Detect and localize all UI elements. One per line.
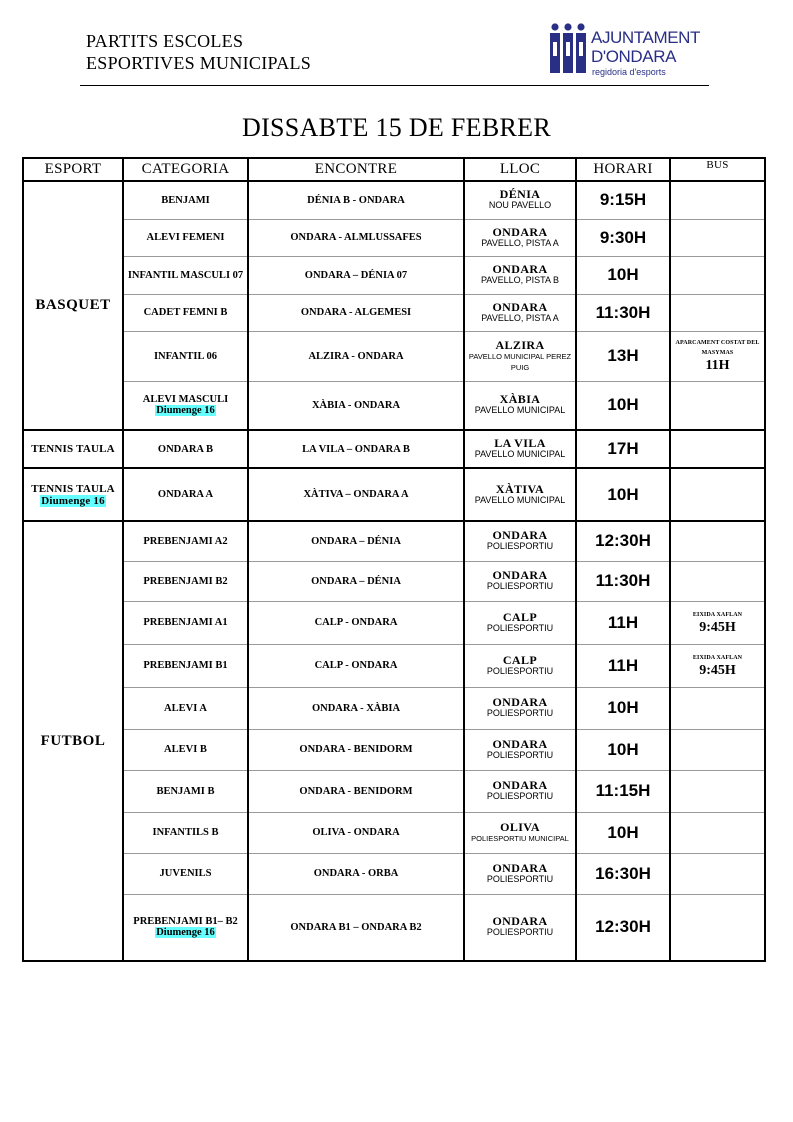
- place-city: DÉNIA: [499, 187, 541, 202]
- category-cell: PREBENJAMI B2: [123, 561, 248, 601]
- time-cell: 11:30H: [576, 561, 670, 601]
- place-city: ONDARA: [492, 528, 548, 543]
- table-row: [23, 812, 765, 853]
- bus-cell: [670, 430, 765, 468]
- place-venue: POLIESPORTIU: [486, 581, 554, 591]
- place-city: ONDARA: [492, 695, 548, 709]
- place-venue: POLIESPORTIU: [486, 708, 554, 718]
- bus-cell: [670, 561, 765, 601]
- bus-cell: [670, 770, 765, 812]
- match-cell: ONDARA - XÀBIA: [248, 687, 464, 729]
- bus-cell: [670, 644, 765, 687]
- sport-cell-basquet: BASQUET: [23, 181, 123, 430]
- place-city: XÀBIA: [499, 392, 541, 407]
- match-cell: ONDARA - ORBA: [248, 853, 464, 894]
- time-cell: 10H: [576, 812, 670, 853]
- match-cell: ONDARA B1 – ONDARA B2: [248, 894, 464, 961]
- place-cell: [464, 521, 576, 561]
- header-divider: [80, 85, 709, 86]
- bus-cell: [670, 894, 765, 961]
- time-cell: 10H: [576, 687, 670, 729]
- match-cell: ONDARA - ALMLUSSAFES: [248, 219, 464, 256]
- category-cell: INFANTIL 06: [123, 331, 248, 381]
- place-city: OLIVA: [500, 819, 540, 834]
- bus-time: 9:45H: [699, 619, 736, 635]
- place-city: ONDARA: [492, 860, 548, 875]
- bus-cell: [670, 687, 765, 729]
- logo-subtitle: regidoria d'esports: [592, 67, 666, 77]
- place-cell: [464, 181, 576, 219]
- bus-cell: [670, 729, 765, 770]
- place-city: ALZIRA: [495, 337, 545, 352]
- bus-cell: [670, 468, 765, 521]
- column-header-sport: ESPORT: [23, 158, 123, 181]
- place-venue: PAVELLO MUNICIPAL: [474, 449, 566, 459]
- bus-cell: [670, 294, 765, 331]
- place-venue: PAVELLO MUNICIPAL: [474, 405, 566, 416]
- logo-name-line-2: D'ONDARA: [591, 47, 677, 66]
- sport-name: TENNIS TAULA: [31, 482, 115, 495]
- sport-cell-tennis-sunday: [23, 468, 123, 521]
- schedule-table: [22, 157, 766, 962]
- time-cell: 13H: [576, 331, 670, 381]
- table-row: [23, 256, 765, 294]
- place-city: ONDARA: [492, 568, 548, 582]
- time-cell: 10H: [576, 729, 670, 770]
- category-cell: BENJAMI: [123, 181, 248, 219]
- time-cell: 12:30H: [576, 521, 670, 561]
- match-cell: ONDARA – DÉNIA: [248, 521, 464, 561]
- sunday-badge: Diumenge 16: [156, 405, 215, 417]
- place-city: LA VILA: [494, 436, 546, 450]
- column-header-bus: BUS: [670, 158, 765, 181]
- match-cell: CALP - ONDARA: [248, 644, 464, 687]
- bus-cell: [670, 381, 765, 430]
- bus-cell: [670, 853, 765, 894]
- table-row: [23, 729, 765, 770]
- document-header: [86, 30, 311, 74]
- place-cell: [464, 331, 576, 381]
- bus-cell: [670, 219, 765, 256]
- place-venue: POLIESPORTIU: [486, 873, 554, 884]
- place-cell: [464, 644, 576, 687]
- category-cell: CADET FEMNI B: [123, 294, 248, 331]
- place-cell: [464, 770, 576, 812]
- table-row: [23, 644, 765, 687]
- column-header-time: HORARI: [576, 158, 670, 181]
- place-city: ONDARA: [492, 736, 548, 751]
- place-city: CALP: [502, 609, 538, 624]
- place-venue: PAVELLO, PISTA A: [481, 312, 559, 323]
- table-row: [23, 430, 765, 468]
- sunday-badge: Diumenge 16: [41, 494, 105, 507]
- time-cell: 10H: [576, 381, 670, 430]
- place-cell: [464, 894, 576, 961]
- place-venue: PAVELLO, PISTA A: [481, 237, 559, 248]
- time-cell: 10H: [576, 256, 670, 294]
- table-row: [23, 294, 765, 331]
- place-venue: POLIESPORTIU: [486, 541, 554, 552]
- place-cell: [464, 853, 576, 894]
- table-row: [23, 687, 765, 729]
- table-row: [23, 381, 765, 430]
- bus-note: EIXIDA XAFLAN: [692, 611, 743, 618]
- place-cell: [464, 729, 576, 770]
- place-venue: POLIESPORTIU: [486, 622, 554, 633]
- match-cell: XÀTIVA – ONDARA A: [248, 468, 464, 521]
- match-cell: ONDARA - BENIDORM: [248, 770, 464, 812]
- place-venue: POLIESPORTIU MUNICIPAL: [471, 833, 569, 843]
- category-name: ALEVI MASCULI: [142, 394, 229, 406]
- place-cell: [464, 294, 576, 331]
- bus-cell: [670, 331, 765, 381]
- match-cell: ONDARA - BENIDORM: [248, 729, 464, 770]
- category-name: PREBENJAMI B1– B2: [133, 916, 238, 928]
- place-cell: [464, 256, 576, 294]
- category-cell: ONDARA B: [123, 430, 248, 468]
- match-cell: ALZIRA - ONDARA: [248, 331, 464, 381]
- place-venue: POLIESPORTIU: [486, 665, 554, 676]
- time-cell: 11H: [576, 644, 670, 687]
- time-cell: 11H: [576, 601, 670, 644]
- category-cell: PREBENJAMI A2: [123, 521, 248, 561]
- time-cell: 16:30H: [576, 853, 670, 894]
- bus-note: APARCAMENT COSTAT DEL MASYMAS: [675, 340, 760, 356]
- bus-cell: [670, 181, 765, 219]
- time-cell: 11:30H: [576, 294, 670, 331]
- category-cell: JUVENILS: [123, 853, 248, 894]
- place-cell: [464, 381, 576, 430]
- category-cell: INFANTILS B: [123, 812, 248, 853]
- table-row: [23, 468, 765, 521]
- time-cell: 9:30H: [576, 219, 670, 256]
- category-cell: INFANTIL MASCULI 07: [123, 256, 248, 294]
- table-row: [23, 601, 765, 644]
- place-cell: [464, 561, 576, 601]
- time-cell: 9:15H: [576, 181, 670, 219]
- bus-cell: [670, 521, 765, 561]
- place-venue: PAVELLO, PISTA B: [480, 275, 560, 285]
- category-cell: PREBENJAMI A1: [123, 601, 248, 644]
- sport-cell-futbol: FUTBOL: [23, 521, 123, 961]
- place-city: ONDARA: [492, 778, 548, 792]
- category-cell: [123, 381, 248, 430]
- match-cell: CALP - ONDARA: [248, 601, 464, 644]
- bus-time: 11H: [705, 358, 730, 373]
- place-city: ONDARA: [492, 224, 548, 239]
- match-cell: DÉNIA B - ONDARA: [248, 181, 464, 219]
- place-venue: POLIESPORTIU: [486, 927, 554, 938]
- sunday-badge: Diumenge 16: [156, 927, 215, 939]
- category-cell: BENJAMI B: [123, 770, 248, 812]
- match-cell: LA VILA – ONDARA B: [248, 430, 464, 468]
- place-city: ONDARA: [492, 299, 548, 314]
- table-row: [23, 561, 765, 601]
- place-city: ONDARA: [492, 914, 548, 929]
- bus-cell: [670, 601, 765, 644]
- match-cell: XÀBIA - ONDARA: [248, 381, 464, 430]
- category-cell: PREBENJAMI B1: [123, 644, 248, 687]
- page-title: DISSABTE 15 DE FEBRER: [242, 113, 551, 142]
- place-city: XÀTIVA: [495, 481, 545, 496]
- category-cell: [123, 894, 248, 961]
- bus-time: 9:45H: [699, 662, 736, 678]
- table-row: [23, 521, 765, 561]
- time-cell: 10H: [576, 468, 670, 521]
- ajuntament-emblem-icon: [548, 22, 588, 76]
- column-header-category: CATEGORIA: [123, 158, 248, 181]
- place-cell: [464, 687, 576, 729]
- match-cell: OLIVA - ONDARA: [248, 812, 464, 853]
- table-row: [23, 894, 765, 961]
- category-cell: ALEVI A: [123, 687, 248, 729]
- time-cell: 12:30H: [576, 894, 670, 961]
- match-cell: ONDARA – DÉNIA 07: [248, 256, 464, 294]
- table-row: [23, 331, 765, 381]
- place-venue: POLIESPORTIU: [486, 749, 554, 760]
- category-cell: ALEVI FEMENI: [123, 219, 248, 256]
- time-cell: 17H: [576, 430, 670, 468]
- logo-name-line-1: AJUNTAMENT: [591, 28, 701, 47]
- column-header-match: ENCONTRE: [248, 158, 464, 181]
- place-city: CALP: [502, 652, 538, 667]
- header-line-2: ESPORTIVES MUNICIPALS: [86, 53, 312, 73]
- table-header-row: [23, 158, 765, 181]
- table-row: [23, 181, 765, 219]
- ajuntament-logo: [548, 22, 713, 82]
- match-cell: ONDARA - ALGEMESI: [248, 294, 464, 331]
- sport-cell-tennis: TENNIS TAULA: [23, 430, 123, 468]
- place-venue: POLIESPORTIU: [486, 791, 554, 801]
- table-row: [23, 219, 765, 256]
- match-cell: ONDARA – DÉNIA: [248, 561, 464, 601]
- place-cell: [464, 430, 576, 468]
- place-cell: [464, 468, 576, 521]
- header-line-1: PARTITS ESCOLES: [86, 31, 244, 51]
- category-cell: ALEVI B: [123, 729, 248, 770]
- table-row: [23, 770, 765, 812]
- column-header-place: LLOC: [464, 158, 576, 181]
- place-cell: [464, 601, 576, 644]
- place-venue: NOU PAVELLO: [488, 200, 552, 211]
- place-cell: [464, 812, 576, 853]
- place-city: ONDARA: [492, 262, 548, 276]
- place-venue: PAVELLO MUNICIPAL: [474, 494, 566, 505]
- bus-cell: [670, 812, 765, 853]
- place-venue: PAVELLO MUNICIPAL PEREZ PUIG: [468, 351, 572, 372]
- category-cell: ONDARA A: [123, 468, 248, 521]
- bus-note: EIXIDA XAFLAN: [692, 654, 743, 661]
- table-row: [23, 853, 765, 894]
- place-cell: [464, 219, 576, 256]
- time-cell: 11:15H: [576, 770, 670, 812]
- bus-cell: [670, 256, 765, 294]
